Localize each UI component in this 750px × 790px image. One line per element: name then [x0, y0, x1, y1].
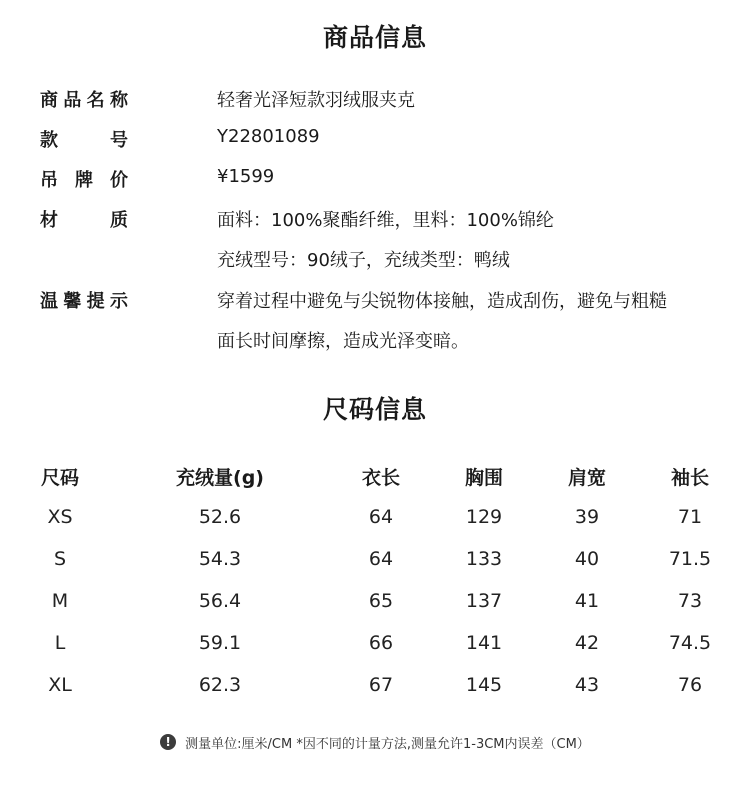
- table-cell: 67: [368, 674, 394, 696]
- table-cell: 64: [368, 548, 394, 570]
- table-cell: 73: [677, 590, 703, 612]
- info-value: 面长时间摩擦，造成光泽变暗。: [217, 331, 469, 352]
- table-cell: 145: [465, 674, 503, 696]
- size-label-cell: XL: [48, 674, 72, 696]
- info-row: [0, 246, 750, 286]
- table-cell: 133: [465, 548, 503, 570]
- info-label: 款 号: [40, 130, 128, 151]
- info-value: 轻奢光泽短款羽绒服夹克: [217, 90, 415, 111]
- table-cell: 42: [574, 632, 600, 654]
- info-label: 商 品 名 称: [40, 90, 128, 111]
- info-row: [0, 86, 750, 126]
- table-cell: 71.5: [668, 548, 712, 570]
- column-header: 胸围: [464, 467, 503, 489]
- column-header: 袖长: [670, 467, 709, 489]
- table-cell: 59.1: [198, 632, 242, 654]
- info-row: [0, 287, 750, 327]
- info-value: 充绒型号：90绒子，充绒类型：鸭绒: [217, 250, 510, 271]
- column-header: 肩宽: [567, 467, 606, 489]
- table-cell: 39: [574, 506, 600, 528]
- table-cell: 129: [465, 506, 503, 528]
- info-value: 穿着过程中避免与尖锐物体接触，造成刮伤，避免与粗糙: [217, 291, 667, 312]
- info-row: [0, 126, 750, 166]
- table-cell: 65: [368, 590, 394, 612]
- table-cell: 62.3: [198, 674, 242, 696]
- table-cell: 43: [574, 674, 600, 696]
- column-header: 衣长: [361, 467, 400, 489]
- table-cell: 66: [368, 632, 394, 654]
- table-cell: 74.5: [668, 632, 712, 654]
- table-cell: 54.3: [198, 548, 242, 570]
- table-cell: 41: [574, 590, 600, 612]
- size-label-cell: L: [54, 632, 66, 654]
- measurement-note-text: 测量单位:厘米/CM *因不同的计量方法,测量允许1-3CM内误差（CM）: [185, 736, 590, 752]
- info-row: [0, 206, 750, 246]
- table-cell: 40: [574, 548, 600, 570]
- size-info-title: 尺码信息: [322, 395, 427, 424]
- exclamation-icon: !: [160, 734, 176, 750]
- table-cell: 64: [368, 506, 394, 528]
- table-cell: 56.4: [198, 590, 242, 612]
- info-row: [0, 327, 750, 367]
- column-header: 尺码: [40, 467, 79, 489]
- size-label-cell: M: [51, 590, 69, 612]
- table-cell: 137: [465, 590, 503, 612]
- table-cell: 76: [677, 674, 703, 696]
- size-label-cell: XS: [47, 506, 73, 528]
- table-cell: 141: [465, 632, 503, 654]
- info-row: [0, 166, 750, 206]
- column-header: 充绒量(g): [176, 467, 264, 489]
- table-cell: 71: [677, 506, 703, 528]
- info-value: 面料：100%聚酯纤维，里料：100%锦纶: [217, 210, 554, 231]
- table-cell: 52.6: [198, 506, 242, 528]
- info-label: 吊 牌 价: [40, 170, 128, 191]
- product-info-title: 商品信息: [322, 23, 427, 52]
- info-label: 材 质: [40, 210, 128, 231]
- info-value: Y22801089: [217, 126, 320, 147]
- info-label: 温 馨 提 示: [40, 291, 128, 312]
- measurement-note: [0, 731, 750, 753]
- size-label-cell: S: [53, 548, 67, 570]
- info-value: ¥1599: [217, 166, 275, 187]
